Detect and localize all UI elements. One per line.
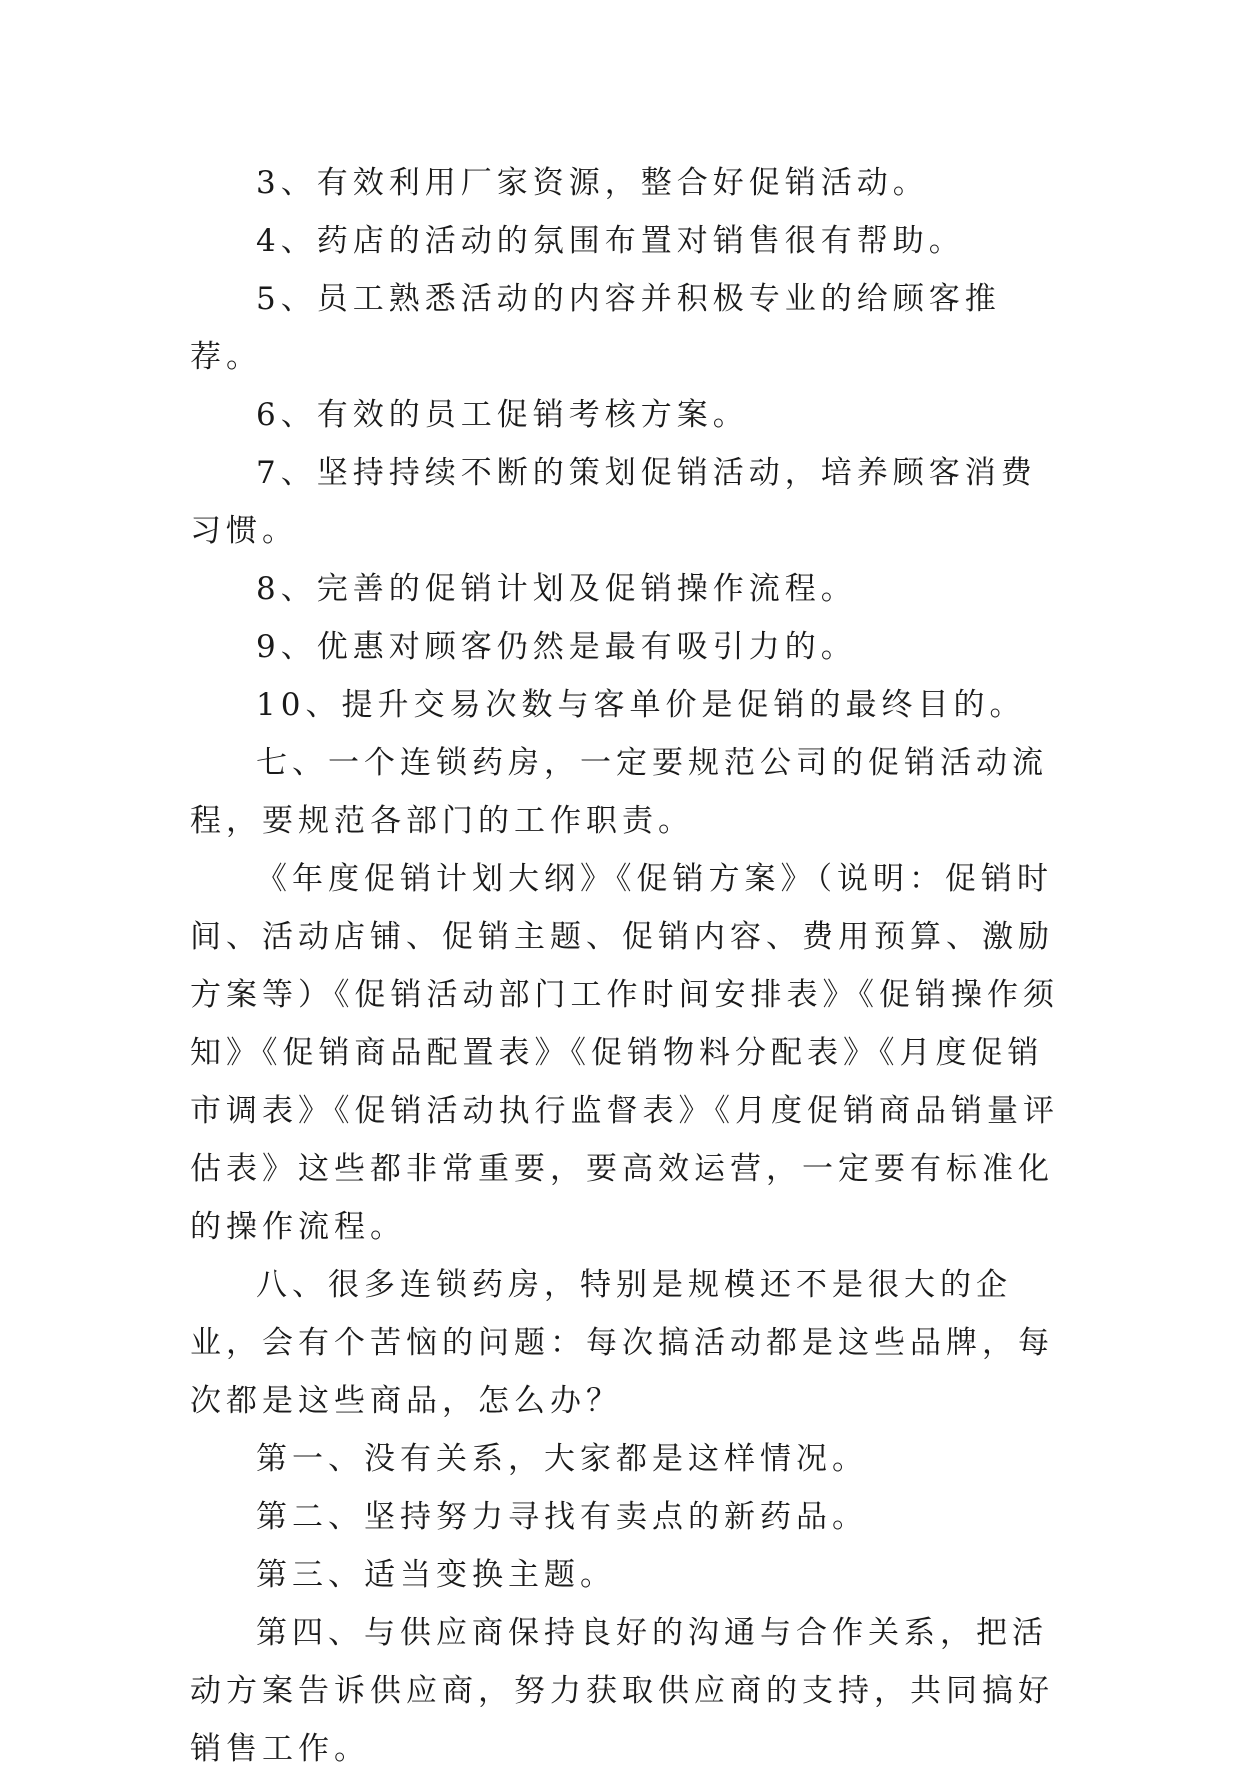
paragraph-item-6: 6、有效的员工促销考核方案。 — [256, 397, 749, 433]
paragraph-item-5: 5、员工熟悉活动的内容并积极专业的给顾客推荐。 — [190, 281, 1001, 375]
paragraph-item-9: 9、优惠对顾客仍然是最有吸引力的。 — [256, 629, 857, 665]
paragraph-item-4: 4、药店的活动的氛围布置对销售很有帮助。 — [256, 223, 965, 259]
answer-one-paragraph: 第一、没有关系，大家都是这样情况。 — [256, 1441, 868, 1477]
section-seven-paragraph: 七、一个连锁药房，一定要规范公司的促销活动流程，要规范各部门的工作职责。 — [190, 745, 1048, 839]
document-body — [190, 154, 1070, 1778]
answer-three-paragraph: 第三、适当变换主题。 — [256, 1557, 616, 1593]
answer-four-paragraph: 第四、与供应商保持良好的沟通与合作关系，把活动方案告诉供应商，努力获取供应商的支持，共同搞好销售工作。 — [190, 1615, 1054, 1767]
paragraph-item-3: 3、有效利用厂家资源，整合好促销活动。 — [256, 165, 929, 201]
section-eight-paragraph: 八、很多连锁药房，特别是规模还不是很大的企业，会有个苦恼的问题：每次搞活动都是这些品牌，每次都是这些商品，怎么办？ — [190, 1267, 1054, 1419]
paragraph-item-8: 8、完善的促销计划及促销操作流程。 — [256, 571, 857, 607]
paragraph-item-10: 10、提升交易次数与客单价是促销的最终目的。 — [256, 687, 1026, 723]
document-list-paragraph: 《年度促销计划大纲》《促销方案》（说明：促销时间、活动店铺、促销主题、促销内容、费用预算、激励方案等）《促销活动部门工作时间安排表》《促销操作须知》《促销商品配置表》《促销物料分配表》《月度促销市调表》《促销活动执行监督表》《月度促销商品销量评估表》这些都非常重要，要高效运营，一定要有标准化的操作流程。 — [190, 861, 1059, 1245]
paragraph-item-7: 7、坚持持续不断的策划促销活动，培养顾客消费习惯。 — [190, 455, 1037, 549]
answer-two-paragraph: 第二、坚持努力寻找有卖点的新药品。 — [256, 1499, 868, 1535]
